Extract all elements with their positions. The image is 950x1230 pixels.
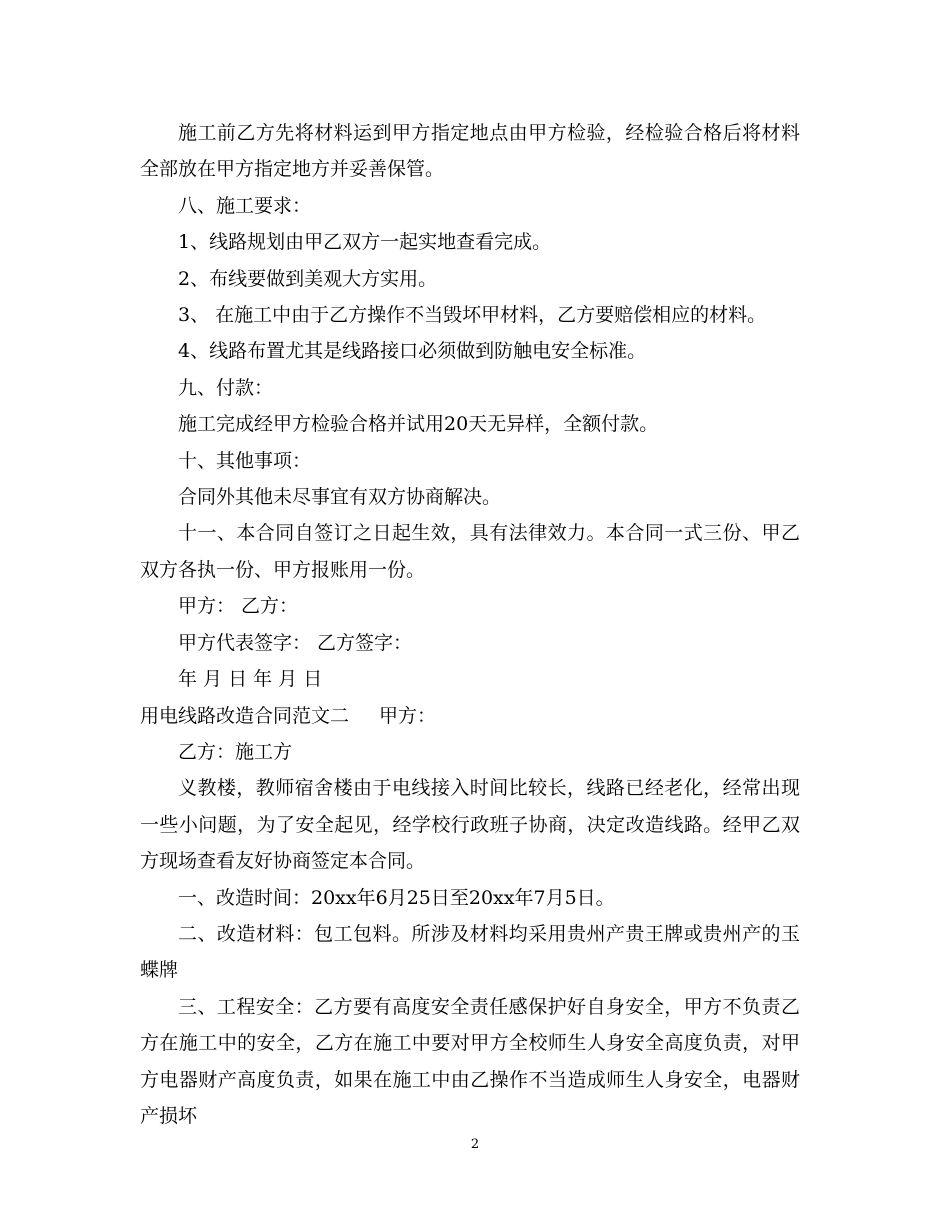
paragraph-effective-clause: 十一、本合同自签订之日起生效，具有法律效力。本合同一式三份、甲乙双方各执一份、甲方报账用一份。 <box>140 522 800 581</box>
second-contract-party-b: 乙方：施工方 <box>178 740 293 763</box>
signature-dates: 年 月 日 年 月 日 <box>178 668 323 691</box>
clause-project-safety: 三、工程安全：乙方要有高度安全责任感保护好自身安全，甲方不负责乙方在施工中的安全，乙方在施工中要对甲方全校师生人身安全高度负责，对甲方电器财产高度负责，如果在施工中由乙操作不当造成师生人身安全，电器财产损坏 <box>140 995 800 1127</box>
second-contract-title-line <box>140 698 800 734</box>
clause-renovation-time: 一、改造时间：20xx年6月25日至20xx年7月5日。 <box>178 886 615 909</box>
requirement-item-4: 4、线路布置尤其是线路接口必须做到防触电安全标准。 <box>178 340 647 363</box>
requirement-item-3: 3、 在施工中由于乙方操作不当毁坏甲材料，乙方要赔偿相应的材料。 <box>178 304 767 327</box>
document-body <box>140 115 800 1134</box>
heading-construction-requirements: 八、施工要求： <box>178 194 312 217</box>
paragraph-payment: 施工完成经甲方检验合格并试用20天无异样，全额付款。 <box>178 413 659 436</box>
paragraph-background: 义教楼，教师宿舍楼由于电线接入时间比较长，线路已经老化，经常出现一些小问题，为了安全起见，经学校行政班子协商，决定改造线路。经甲乙双方现场查看友好协商签定本合同。 <box>140 777 800 873</box>
requirement-item-1: 1、线路规划由甲乙双方一起实地查看完成。 <box>178 231 552 254</box>
requirement-item-2: 2、布线要做到美观大方实用。 <box>178 267 438 290</box>
second-contract-title: 用电线路改造合同范文二 <box>140 704 350 727</box>
paragraph-materials-inspection: 施工前乙方先将材料运到甲方指定地点由甲方检验，经检验合格后将材料全部放在甲方指定地方并妥善保管。 <box>140 122 800 181</box>
clause-renovation-materials: 二、改造材料：包工包料。所涉及材料均采用贵州产贵王牌或贵州产的玉蝶牌 <box>140 922 800 982</box>
paragraph-other-matters: 合同外其他未尽事宜有双方协商解决。 <box>178 486 502 509</box>
heading-other-matters: 十、其他事项： <box>178 449 312 472</box>
page-number: 2 <box>470 1137 480 1152</box>
heading-payment: 九、付款： <box>178 376 274 399</box>
second-contract-party-a: 甲方： <box>379 704 437 727</box>
signature-representatives: 甲方代表签字： 乙方签字： <box>178 631 413 654</box>
signature-parties: 甲方： 乙方： <box>178 595 299 618</box>
